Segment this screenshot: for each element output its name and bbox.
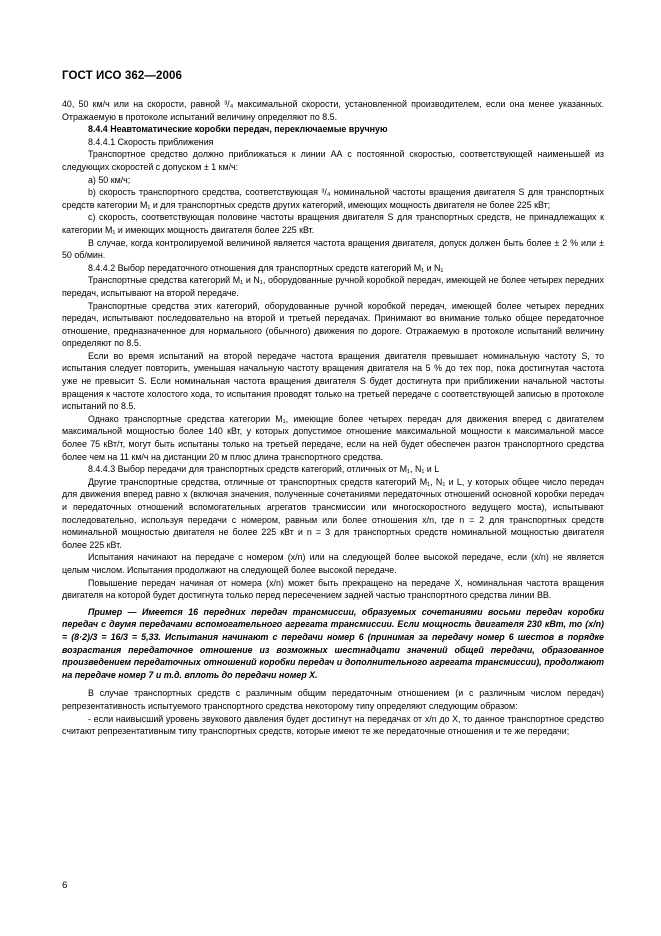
- paragraph: Испытания начинают на передаче с номером (x/n) или на следующей более высокой передаче, если (x/n) не является целым числом. Испытания продолжают на следующей более высокой передаче.: [62, 552, 604, 575]
- section-heading: 8.4.4 Неавтоматические коробки передач, переключаемые вручную: [88, 124, 388, 135]
- paragraph: В случае, когда контролируемой величиной является частота вращения двигателя, допуск должен быть более ± 2 % или ± 50 об/мин.: [62, 237, 604, 261]
- paragraph: 40, 50 км/ч или на скорости, равной ³/₄ максимальной скорости, установленной производителем, если она менее указанных. Отражаемую в протоколе испытаний величину определяют по 8.5.: [62, 99, 604, 122]
- paragraph: Транспортные средства этих категорий, оборудованные ручной коробкой передач, имеющей более четырех передних передач, испытывают последовательно на второй и третьей передачах. Принимают во внимание только общее передаточное отношение, предназначенное для нормального (обычного) движения по дороге. Отражаемую в протоколе испытаний величину определяют по 8.5.: [62, 300, 604, 349]
- paragraph: Транспортное средство должно приближаться к линии АА с постоянной скоростью, соответствующей наименьшей из следующих скоростей с допуском ± 1 км/ч:: [62, 149, 604, 172]
- paragraph: Если во время испытаний на второй передаче частота вращения двигателя превышает номинальную частоту S, то испытания следует повторить, уменьшая начальную частоту вращения двигателя на 5 % до тех пор, пока достигнутая частота уже не превысит S. Если номинальная частота вращения двигателя S будет достигнута при приближении начальной частоты вращения к частоте холостого хода, то испытания проводят только на третьей передаче с соответствующей записью в протоколе испытаний по 8.5.: [62, 350, 604, 412]
- paragraph: Однако транспортные средства категории M₁, имеющие более четырех передач для движения вперед с двигателем максимальной мощностью более 140 кВт, у которых допустимое отношение максимальной мощности к максимальной массе более 75 кВт/т, могут быть испытаны только на третьей передаче, если на ней будет обеспечен разгон транспортного средства более чем на 11 км/ч на дистанции 20 м плюс длина транспортного средства.: [62, 413, 604, 462]
- paragraph: Другие транспортные средства, отличные от транспортных средств категорий M₁, N₁ и L, у которых общее число передач для движения вперед равно x (включая значения, полученные сочетаниями передаточных отношений основной коробки передач и передаточных отношений вспомогательных агрегатов трансмиссии или многоскоростного ведущего моста), испытывают последовательно, используя передачи с номером, равным или более отношения x/n, где n = 2 для транспортных средств номинальной мощностью двигателя не более 225 кВт и n = 3 для транспортных средств номинальной мощностью двигателя более 225 кВт.: [62, 476, 604, 550]
- document-header: ГОСТ ИСО 362—2006: [62, 70, 182, 82]
- paragraph: Повышение передач начиная от номера (x/n) может быть прекращено на передаче X, номинальная частота вращения двигателя на которой будет достигнута только перед пересечением задней частью транспортного средства линии ВВ.: [62, 577, 604, 601]
- paragraph: В случае транспортных средств с различным общим передаточным отношением (и с различным числом передач) репрезентативность испытуемого транспортного средства некоторому типу определяют следующим образом:: [62, 688, 604, 711]
- paragraph: - если наивысший уровень звукового давления будет достигнут на передачах от x/n до X, то данное транспортное средство считают репрезентативным типу транспортных средств, которые имеют те же передаточные отношения и те же передачи;: [62, 713, 604, 737]
- example-note: Пример — Имеется 16 передних передач трансмиссии, образуемых сочетаниями восьми передач коробки передач с двумя передачами вспомогательного агрегата трансмиссии. Если мощность двигателя 230 кВт, то (x/n) = (8·2)/3 = 16/3 = 5,33. Испытания начинают с передачи номер 6 (принимая за передачу номер 6 шестов в порядке возрастания передаточное отношение из возможных шестнадцати значений общей передачи, образованное произведением передаточных отношений коробки передач и дополнительного агрегата трансмиссии), продолжают на передаче номер 7 и т.д. вплоть до передачи номер X.: [62, 606, 604, 680]
- subsection-title: 8.4.4.3 Выбор передачи для транспортных средств категорий, отличных от M₁, N₁ и L: [88, 464, 440, 475]
- list-item: c) скорость, соответствующая половине частоты вращения двигателя S для транспортных средств, не принадлежащих к категории M₁ и имеющих мощность двигателя более 225 кВт.: [62, 212, 604, 235]
- document-body: [62, 98, 604, 738]
- subsection-title: 8.4.4.2 Выбор передаточного отношения для транспортных средств категорий M₁ и N₁: [88, 262, 444, 273]
- list-item: a) 50 км/ч;: [88, 174, 131, 185]
- page-number: 6: [62, 880, 68, 891]
- list-item: b) скорость транспортного средства, соответствующая ³/₄ номинальной частоты вращения двигателя S для транспортных средств категории M₁ и для транспортных средств других категорий, имеющих мощность двигателя не более 225 кВт;: [62, 187, 604, 210]
- paragraph: Транспортные средства категорий M₁ и N₁, оборудованные ручной коробкой передач, имеющей не более четырех передних передач, испытывают на второй передаче.: [62, 275, 604, 298]
- paragraph: 8.4.4.1 Скорость приближения: [88, 136, 214, 147]
